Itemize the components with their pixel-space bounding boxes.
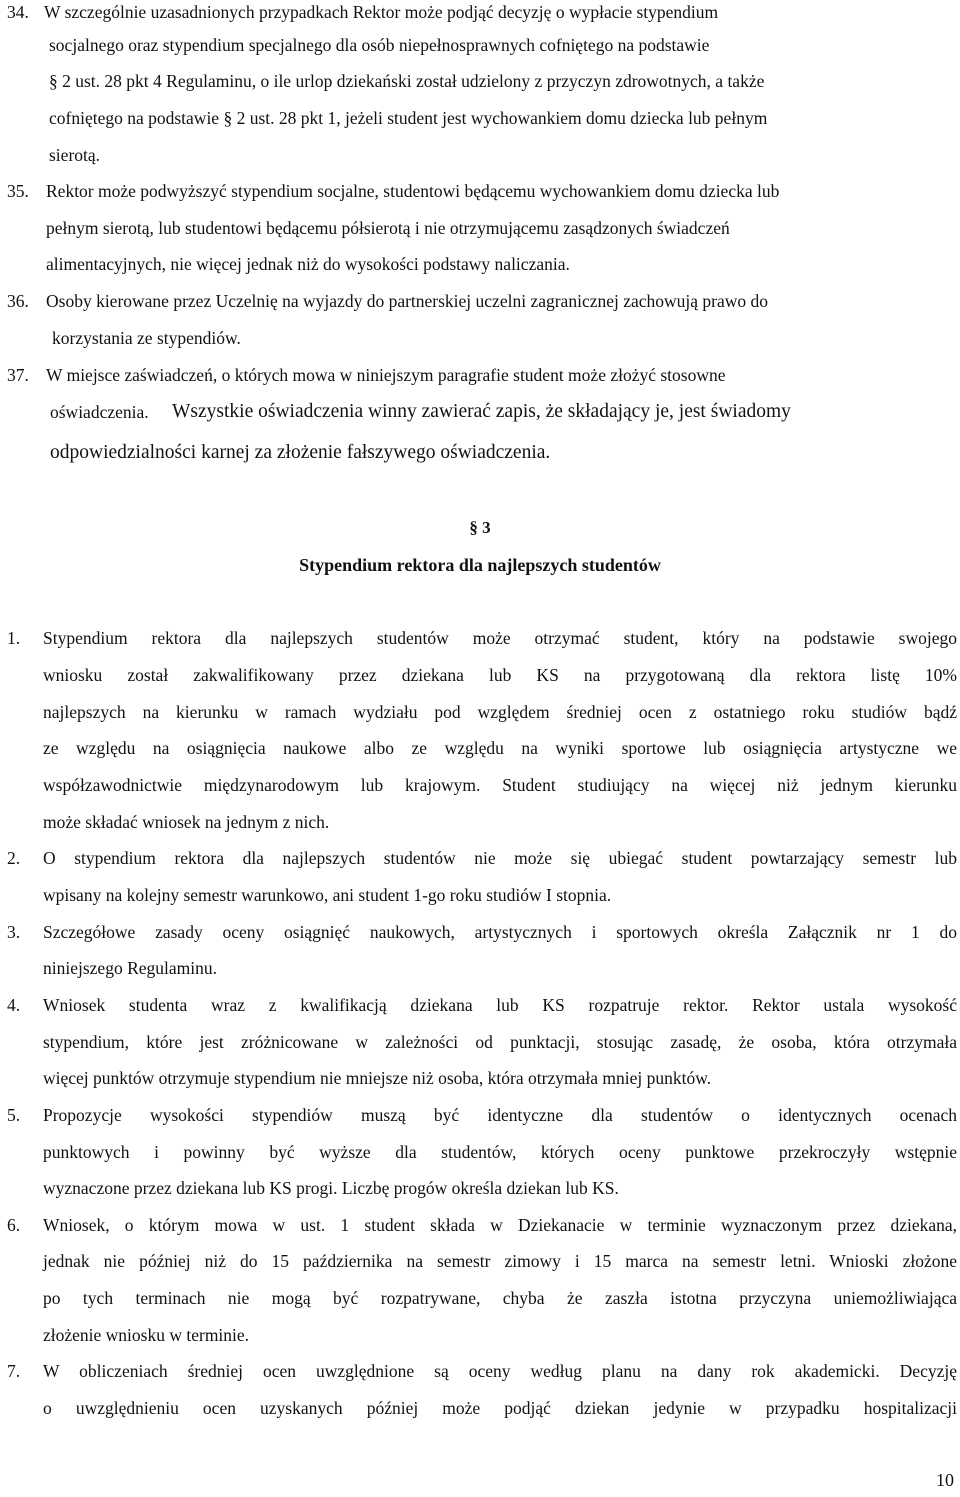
- item-35-line-1: Rektor może podwyższyć stypendium socjalne, studentowi będącemu wychowankiem domu dziecka lub: [46, 181, 780, 201]
- item-2-line-2: wpisany na kolejny semestr warunkowo, ani student 1-go roku studiów I stopnia.: [43, 885, 612, 905]
- item-34-line-4: cofniętego na podstawie § 2 ust. 28 pkt 1, jeżeli student jest wychowankiem domu dziecka lub pełnym: [49, 108, 768, 128]
- item-37-number: 37.: [7, 365, 29, 385]
- item-34-line-1: W szczególnie uzasadnionych przypadkach Rektor może podjąć decyzję o wypłacie stypendium: [44, 2, 719, 22]
- item-4-line-2: stypendium, które jest zróżnicowane w zależności od punktacji, stosując zasadę, że osoba, która otrzymała: [43, 1032, 957, 1052]
- item-34-line-5: sierotą.: [49, 145, 101, 165]
- item-6-line-4: złożenie wniosku w terminie.: [43, 1325, 250, 1345]
- section-number: § 3: [469, 518, 491, 537]
- item-37-line-1: W miejsce zaświadczeń, o których mowa w niniejszym paragrafie student może złożyć stosowne: [46, 365, 726, 385]
- item-36-number: 36.: [7, 291, 29, 311]
- item-4-line-1: Wniosek studenta wraz z kwalifikacją dziekana lub KS rozpatruje rektor. Rektor ustala wysokość: [43, 995, 957, 1015]
- item-34-line-3: § 2 ust. 28 pkt 4 Regulaminu, o ile urlop dziekański został udzielony z przyczyn zdrowotnych, a także: [49, 71, 765, 91]
- item-3-line-1: Szczegółowe zasady oceny osiągnięć naukowych, artystycznych i sportowych określa Załącznik nr 1 do: [43, 922, 957, 942]
- item-35-line-2: pełnym sierotą, lub studentowi będącemu półsierotą i nie otrzymującemu zasądzonych świadczeń: [46, 218, 730, 238]
- item-37-line-3: odpowiedzialności karnej za złożenie fałszywego oświadczenia.: [50, 442, 551, 463]
- item-1-line-6: może składać wniosek na jednym z nich.: [43, 812, 330, 832]
- item-6-line-2: jednak nie później niż do 15 października na semestr zimowy i 15 marca na semestr letni. Wnioski złożone: [43, 1251, 957, 1271]
- item-36-line-1: Osoby kierowane przez Uczelnię na wyjazdy do partnerskiej uczelni zagranicznej zachowują prawo do: [46, 291, 769, 311]
- section-title: Stypendium rektora dla najlepszych studentów: [299, 555, 661, 575]
- item-36-line-2: korzystania ze stypendiów.: [52, 328, 241, 348]
- item-37-line-2b: Wszystkie oświadczenia winny zawierać zapis, że składający je, jest świadomy: [172, 401, 791, 422]
- item-1-line-1: Stypendium rektora dla najlepszych studentów może otrzymać student, który na podstawie swojego: [43, 628, 957, 648]
- item-1-line-3: najlepszych na kierunku w ramach wydziału pod względem średniej ocen z ostatniego roku studiów bądź: [43, 702, 957, 722]
- item-2-line-1: O stypendium rektora dla najlepszych studentów nie może się ubiegać student powtarzający semestr lub: [43, 848, 957, 868]
- item-35-number: 35.: [7, 181, 29, 201]
- page-number: 10: [936, 1470, 954, 1490]
- item-5-line-2: punktowych i powinny być wyższe dla studentów, których oceny punktowe przekroczyły wstępnie: [43, 1142, 957, 1162]
- item-6-number: 6.: [7, 1215, 21, 1235]
- item-1-line-4: ze względu na osiągnięcia naukowe albo ze względu na wyniki sportowe lub osiągnięcia artystyczne we: [43, 738, 957, 758]
- item-1-line-2: wniosku został zakwalifikowany przez dziekana lub KS na przygotowaną dla rektora listę 10%: [43, 665, 957, 685]
- item-7-number: 7.: [7, 1361, 21, 1381]
- item-1-number: 1.: [7, 628, 21, 648]
- item-5-line-3: wyznaczone przez dziekana lub KS progi. Liczbę progów określa dziekan lub KS.: [43, 1178, 619, 1198]
- item-2-number: 2.: [7, 848, 21, 868]
- item-34-line-2: socjalnego oraz stypendium specjalnego dla osób niepełnosprawnych cofniętego na podstawie: [49, 35, 710, 55]
- item-3-number: 3.: [7, 922, 21, 942]
- item-34-number: 34.: [7, 2, 29, 22]
- item-6-line-1: Wniosek, o którym mowa w ust. 1 student składa w Dziekanacie w terminie wyznaczonym przez dziekana,: [43, 1215, 957, 1235]
- item-35-line-3: alimentacyjnych, nie więcej jednak niż do wysokości podstawy naliczania.: [46, 254, 570, 274]
- item-37-line-2: oświadczenia.: [50, 402, 149, 422]
- item-4-number: 4.: [7, 995, 21, 1015]
- item-1-line-5: współzawodnictwie międzynarodowym lub krajowym. Student studiujący na więcej niż jednym kierunku: [43, 775, 957, 795]
- item-5-number: 5.: [7, 1105, 21, 1125]
- item-3-line-2: niniejszego Regulaminu.: [43, 958, 217, 978]
- item-4-line-3: więcej punktów otrzymuje stypendium nie mniejsze niż osoba, która otrzymała mniej punktów.: [43, 1068, 712, 1088]
- item-6-line-3: po tych terminach nie mogą być rozpatrywane, chyba że zaszła istotna przyczyna uniemożliwiająca: [43, 1288, 957, 1308]
- item-5-line-1: Propozycje wysokości stypendiów muszą być identyczne dla studentów o identycznych ocenach: [43, 1105, 957, 1125]
- item-7-line-1: W obliczeniach średniej ocen uwzględnione są oceny według planu na dany rok akademicki. Decyzję: [43, 1361, 957, 1381]
- item-7-line-2: o uwzględnieniu ocen uzyskanych później może podjąć dziekan jedynie w przypadku hospitalizacji: [43, 1398, 957, 1418]
